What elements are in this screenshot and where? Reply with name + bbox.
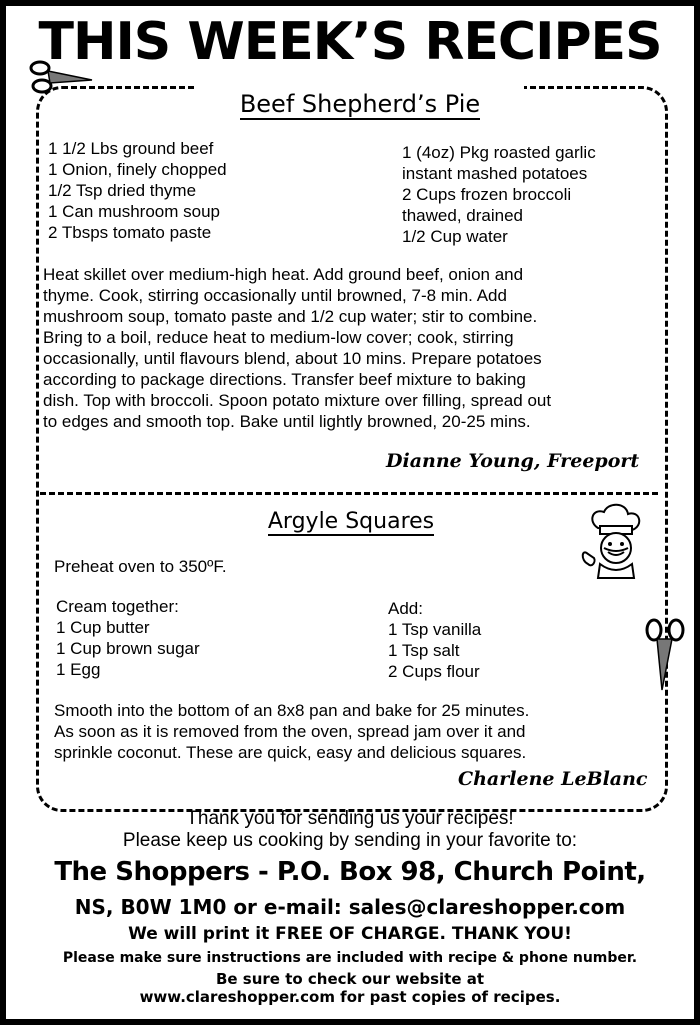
list-item: 1 Egg — [56, 660, 101, 679]
list-item: thawed, drained — [402, 206, 523, 225]
chef-icon — [574, 500, 650, 580]
footer-website-note: Be sure to check our website at — [215, 970, 485, 988]
recipe-title: Beef Shepherd’s Pie — [196, 86, 524, 122]
list-item: instant mashed potatoes — [402, 164, 588, 183]
footer-free-notice: We will print it FREE OF CHARGE. THANK YOU! — [128, 924, 572, 944]
footer-thanks: Thank you for sending us your recipes! — [186, 808, 514, 829]
footer-contact: NS, B0W 1M0 or e-mail: sales@clareshopper.com — [74, 895, 626, 919]
recipe-page — [6, 6, 694, 1019]
list-item: Add: — [388, 599, 423, 618]
scissors-icon — [642, 618, 688, 694]
list-item: 1 Cup brown sugar — [56, 639, 200, 658]
recipe-directions: Heat skillet over medium-high heat. Add ground beef, onion and thyme. Cook, stirring occasionally until browned, 7-8 min. Add mushroom soup, tomato paste and 1/2 cup water; stir to combine. Bring to a boil, reduce heat to medium-low cover; cook, stirring occasionally, until flavours blend, about 10 mins. Prepare potatoes according to package directions. Transfer beef mixture to baking dish. Top with broccoli. Spoon potato mixture over filling, spread out to edges and smooth top. Bake until lightly browned, 20-25 mins. — [43, 265, 552, 431]
list-item: 1/2 Cup water — [402, 227, 508, 246]
recipe-divider — [40, 492, 658, 495]
ingredient-list-right — [388, 598, 481, 682]
footer-request: Please keep us cooking by sending in your favorite to: — [122, 830, 578, 851]
list-item: Cream together: — [56, 597, 179, 616]
footer-website: www.clareshopper.com for past copies of recipes. — [139, 988, 561, 1006]
page-title: THIS WEEK’S RECIPES — [38, 12, 662, 72]
ingredient-list-right — [402, 142, 596, 247]
list-item: 1 Tsp vanilla — [388, 620, 482, 639]
list-item: 1 (4oz) Pkg roasted garlic — [402, 143, 596, 162]
scissors-icon — [28, 58, 98, 98]
recipe-author: Dianne Young, Freeport — [386, 450, 640, 472]
footer-address: The Shoppers - P.O. Box 98, Church Point, — [54, 857, 646, 887]
list-item: 2 Cups frozen broccoli — [402, 185, 572, 204]
recipe-title: Argyle Squares — [267, 509, 435, 534]
list-item: 2 Cups flour — [388, 662, 480, 681]
list-item: 1 Tsp salt — [388, 641, 460, 660]
recipe-author: Charlene LeBlanc — [458, 768, 648, 790]
list-item: 2 Tbsps tomato paste — [48, 223, 212, 242]
recipe-directions: Smooth into the bottom of an 8x8 pan and bake for 25 minutes. As soon as it is removed from the oven, spread jam over it and sprinkle coconut. These are quick, easy and delicious squares. — [54, 701, 530, 762]
list-item: 1 Onion, finely chopped — [48, 160, 227, 179]
preheat-instruction: Preheat oven to 350ºF. — [54, 557, 227, 576]
ingredient-list-left — [56, 596, 200, 680]
list-item: 1 Can mushroom soup — [48, 202, 220, 221]
ingredient-list-left — [48, 138, 227, 243]
list-item: 1/2 Tsp dried thyme — [48, 181, 197, 200]
list-item: 1 Cup butter — [56, 618, 150, 637]
footer-instructions-note: Please make sure instructions are included with recipe & phone number. — [62, 950, 638, 966]
list-item: 1 1/2 Lbs ground beef — [48, 139, 214, 158]
